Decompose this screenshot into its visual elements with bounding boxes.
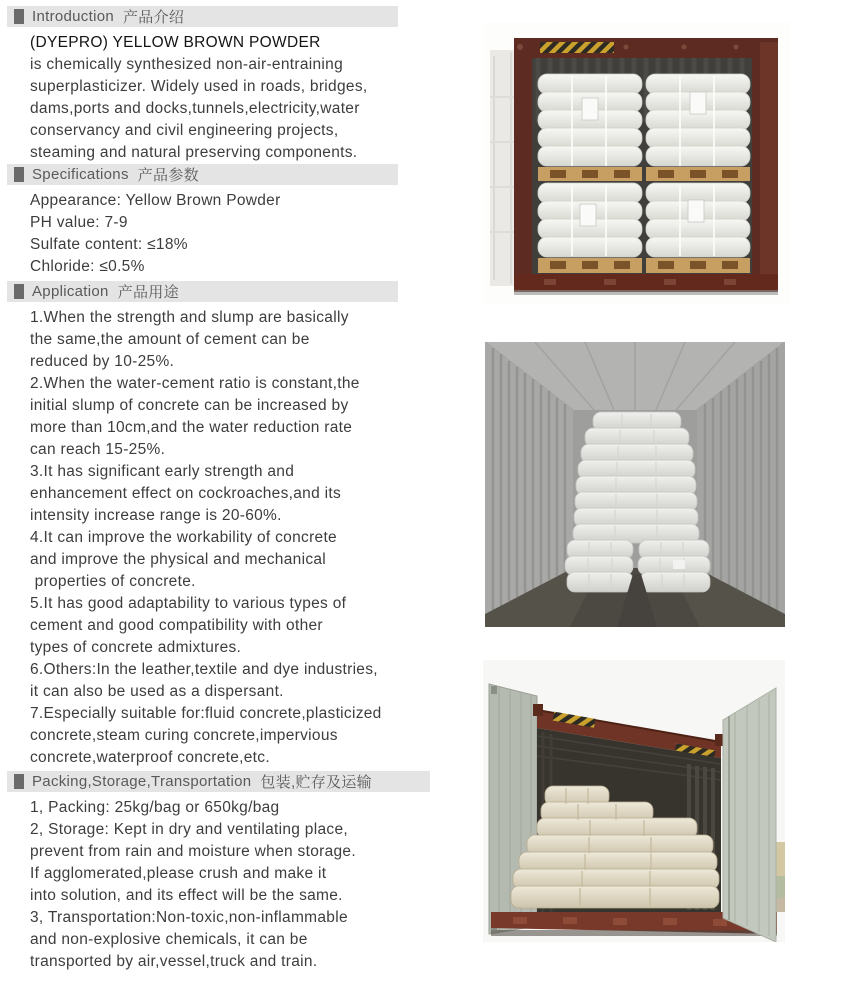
section-title-zh: 包装,贮存及运输 [260,774,372,791]
square-bullet-icon [14,9,24,24]
section-packing [7,771,457,973]
text-line: 1.When the strength and slump are basically [30,309,349,326]
text-line: 4.It can improve the workability of concrete [30,529,337,546]
packing-text [30,797,457,973]
text-line: 3, Transportation:Non-toxic,non-inflammable [30,909,348,926]
text-line: concrete,waterproof concrete,etc. [30,749,270,766]
text-line: properties of concrete. [30,573,196,590]
text-line: conservancy and civil engineering projects, [30,122,339,139]
text-line: the same,the amount of cement can be [30,331,310,348]
section-header-introduction [7,6,398,27]
text-line: is chemically synthesized non-air-entraining [30,56,344,73]
container-palletized-bags-illustration [484,22,790,305]
text-line: Sulfate content: ≤18% [30,236,188,253]
section-title-zh: 产品参数 [137,167,199,184]
section-title-en: Introduction [32,8,114,25]
text-line: Appearance: Yellow Brown Powder [30,192,281,209]
section-introduction [7,6,457,164]
text-line: cement and good compatibility with other [30,617,323,634]
container-interior-bag-pile-illustration [485,342,785,627]
text-line: PH value: 7-9 [30,214,128,231]
photo-container-palletized-bags [484,22,790,305]
section-body-introduction [30,32,457,164]
text-line: types of concrete admixtures. [30,639,242,656]
text-line: 1, Packing: 25kg/bag or 650kg/bag [30,799,280,816]
text-line: transported by air,vessel,truck and train. [30,953,318,970]
section-title-zh: 产品介绍 [122,9,185,26]
section-title-en: Specifications [32,166,129,183]
text-line: If agglomerated,please crush and make it [30,865,327,882]
specifications-text [30,190,457,278]
photo-container-open-doors-bags [483,660,785,942]
section-body-specifications [30,190,457,278]
text-line: into solution, and its effect will be the same. [30,887,343,904]
section-header-application [7,281,398,302]
product-title: (DYEPRO) YELLOW BROWN POWDER [30,34,321,51]
square-bullet-icon [14,167,24,182]
text-line: can reach 15-25%. [30,441,166,458]
text-line: Chloride: ≤0.5% [30,258,145,275]
text-line: 7.Especially suitable for:fluid concrete,plasticized [30,705,382,722]
text-line: intensity increase range is 20-60%. [30,507,282,524]
text-column [7,6,457,973]
text-line: 6.Others:In the leather,textile and dye industries, [30,661,378,678]
text-line: it can also be used as a dispersant. [30,683,284,700]
introduction-text [30,54,457,164]
text-line: 5.It has good adaptability to various types of [30,595,347,612]
section-header-specifications [7,164,398,185]
section-title-en: Packing,Storage,Transportation [32,773,252,790]
text-line: concrete,steam curing concrete,impervious [30,727,338,744]
text-line: and non-explosive chemicals, it can be [30,931,308,948]
text-line: superplasticizer. Widely used in roads, bridges, [30,78,368,95]
text-line: 2, Storage: Kept in dry and ventilating place, [30,821,348,838]
section-title-en: Application [32,283,109,300]
section-title-zh: 产品用途 [117,284,179,301]
section-application [7,281,457,769]
text-line: dams,ports and docks,tunnels,electricity,water [30,100,360,117]
square-bullet-icon [14,284,24,299]
text-line: 3.It has significant early strength and [30,463,295,480]
text-line: reduced by 10-25%. [30,353,175,370]
text-line: more than 10cm,and the water reduction rate [30,419,353,436]
section-header-packing [7,771,430,792]
text-line: and improve the physical and mechanical [30,551,327,568]
section-specifications [7,164,457,278]
text-line: enhancement effect on cockroaches,and its [30,485,342,502]
application-text [30,307,457,769]
photo-container-interior-bag-pile [485,342,785,627]
section-body-packing [30,797,457,973]
section-body-application [30,307,457,769]
text-line: prevent from rain and moisture when storage. [30,843,356,860]
text-line: initial slump of concrete can be increased by [30,397,349,414]
square-bullet-icon [14,774,24,789]
container-open-doors-bags-illustration [483,660,785,942]
text-line: steaming and natural preserving components. [30,144,358,161]
text-line: 2.When the water-cement ratio is constant,the [30,375,360,392]
